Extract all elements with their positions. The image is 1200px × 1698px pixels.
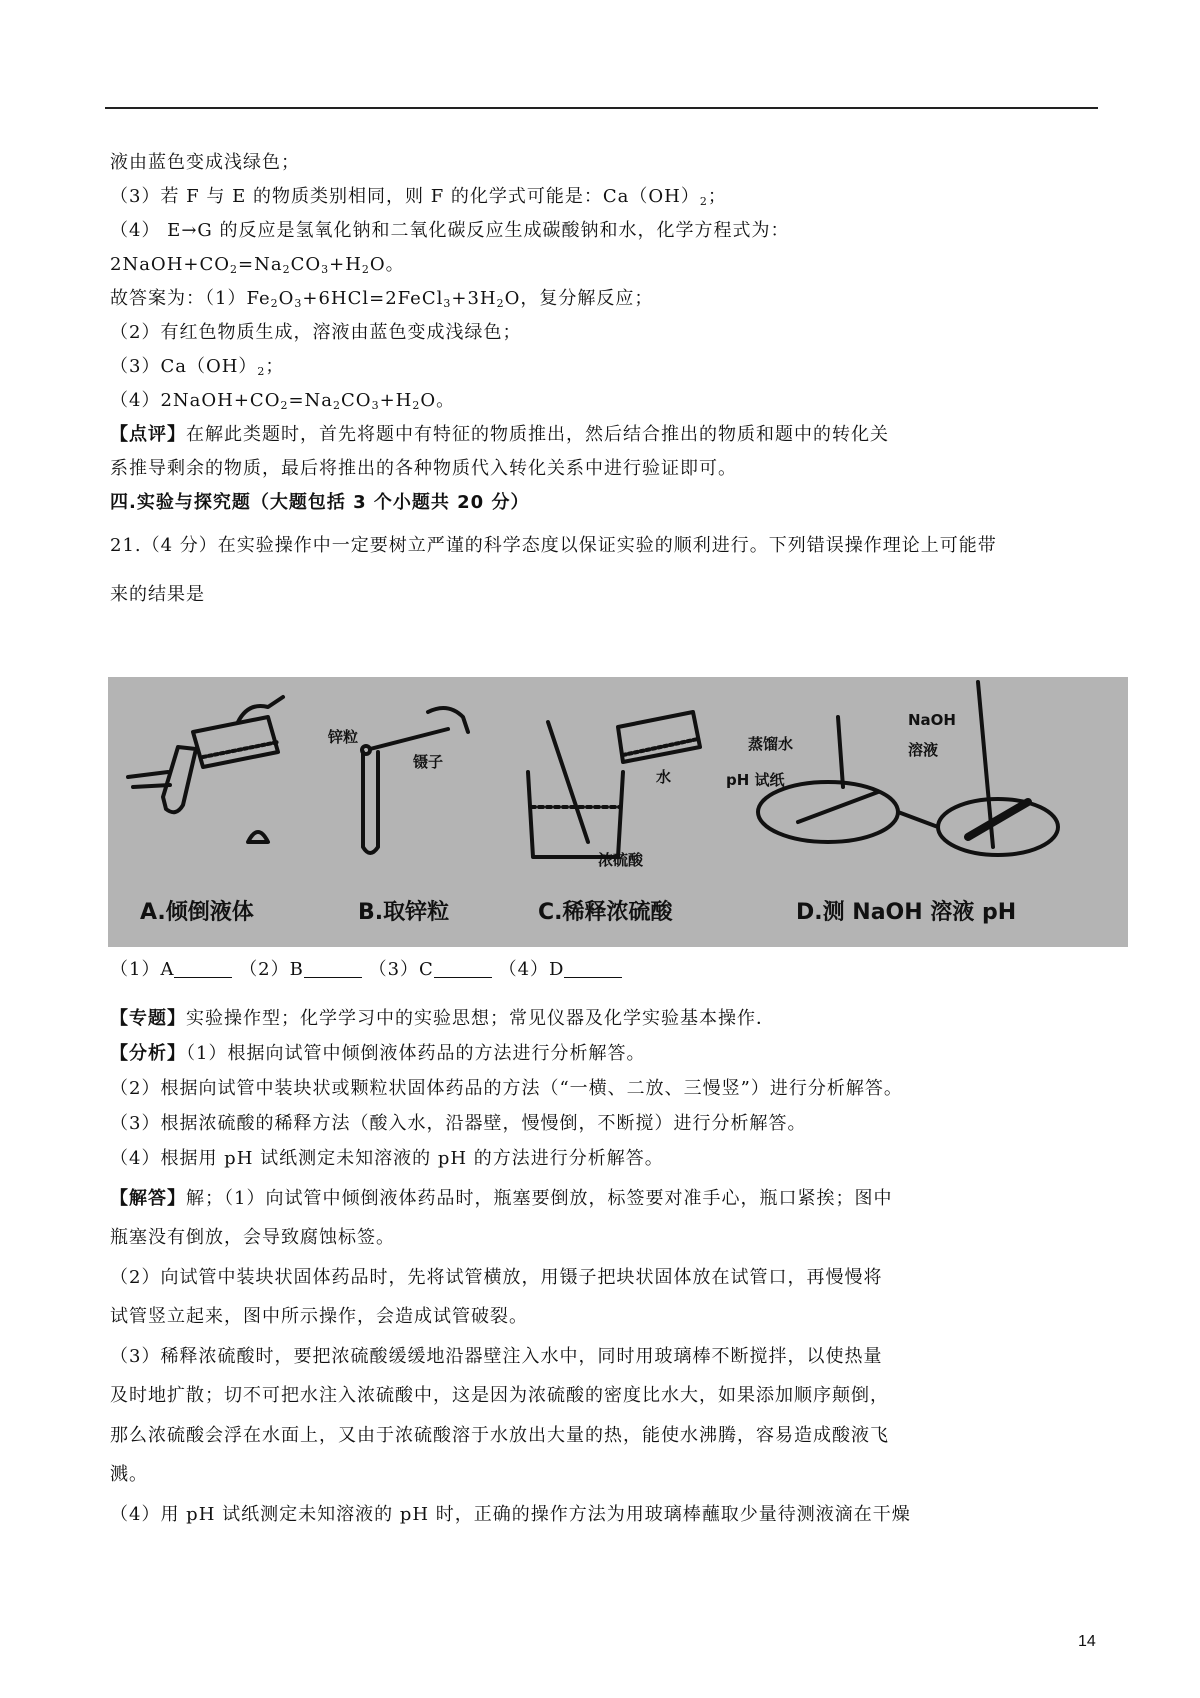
text-line: （4） E→G 的反应是氢氧化钠和二氧化碳反应生成碳酸钠和水，化学方程式为： bbox=[110, 220, 790, 241]
caption-c: C.稀释浓硫酸 bbox=[538, 900, 673, 925]
answer-line: （4）用 pH 试纸测定未知溶液的 pH 时，正确的操作方法为用玻璃棒蘸取少量待测液滴在干燥 bbox=[110, 1504, 911, 1525]
topic-line: 【专题】实验操作型；化学学习中的实验思想；常见仪器及化学实验基本操作． bbox=[110, 1008, 775, 1029]
answer-line: （3）稀释浓硫酸时，要把浓硫酸缓缓地沿器壁注入水中，同时用玻璃棒不断搅拌，以使热量 bbox=[110, 1346, 883, 1367]
tweezers-label: 镊子 bbox=[413, 753, 444, 771]
comment-line: 系推导剩余的物质，最后将推出的各种物质代入转化关系中进行验证即可。 bbox=[110, 458, 737, 479]
distilled-label: 蒸馏水 bbox=[748, 735, 794, 753]
caption-b: B.取锌粒 bbox=[358, 900, 450, 925]
caption-d: D.测 NaOH 溶液 pH bbox=[796, 900, 1017, 925]
section-heading: 四.实验与探究题（大题包括 3 个小题共 20 分） bbox=[110, 492, 530, 513]
solution-label: 溶液 bbox=[908, 741, 939, 759]
blank-a[interactable] bbox=[174, 959, 232, 978]
water-label: 水 bbox=[656, 768, 672, 786]
text-line: （3）若 F 与 E 的物质类别相同，则 F 的化学式可能是：$Ca(OH)_2$； bbox=[110, 186, 727, 208]
answer-line: 那么浓硫酸会浮在水面上，又由于浓硫酸溶于水放出大量的热，能使水沸腾，容易造成酸液飞 bbox=[110, 1425, 889, 1446]
caption-a: A.倾倒液体 bbox=[140, 900, 254, 925]
blank-d[interactable] bbox=[564, 959, 622, 978]
answer-line: $(4)2NaOH+CO_2=Na_2CO_3+H_2O$。 bbox=[110, 390, 456, 412]
answer-blanks: （1）A （2）B （3）C （4）D bbox=[110, 958, 622, 982]
panel-b-drawing bbox=[362, 708, 468, 853]
answer-line: 【解答】解；（1）向试管中倾倒液体药品时，瓶塞要倒放，标签要对准手心，瓶口紧挨；图中 bbox=[110, 1188, 893, 1209]
acid-label: 浓硫酸 bbox=[598, 851, 644, 869]
equation-line: $2NaOH+CO_2=Na_2CO_3+H_2O$。 bbox=[110, 254, 405, 276]
analysis-line: （4）根据用 pH 试纸测定未知溶液的 pH 的方法进行分析解答。 bbox=[110, 1148, 664, 1169]
analysis-line: 【分析】（1）根据向试管中倾倒液体药品的方法进行分析解答。 bbox=[110, 1043, 646, 1064]
text-line: 液由蓝色变成浅绿色； bbox=[110, 152, 300, 173]
experiment-figure bbox=[108, 677, 1128, 947]
ph-paper-label: pH 试纸 bbox=[726, 771, 785, 789]
panel-a-drawing bbox=[128, 697, 283, 842]
answer-line: $(3)Ca(OH)_2$； bbox=[110, 356, 285, 378]
answer-line: 试管竖立起来，图中所示操作，会造成试管破裂。 bbox=[110, 1306, 528, 1327]
question-line: 来的结果是 bbox=[110, 584, 205, 605]
answer-line: 瓶塞没有倒放，会导致腐蚀标签。 bbox=[110, 1227, 395, 1248]
blank-c[interactable] bbox=[434, 959, 492, 978]
answer-line: 溅。 bbox=[110, 1464, 148, 1485]
comment-line: 【点评】在解此类题时，首先将题中有特征的物质推出，然后结合推出的物质和题中的转化关 bbox=[110, 424, 889, 445]
answer-line: 及时地扩散；切不可把水注入浓硫酸中，这是因为浓硫酸的密度比水大，如果添加顺序颠倒， bbox=[110, 1385, 889, 1406]
header-rule bbox=[105, 107, 1098, 109]
answer-line: （2）向试管中装块状固体药品时，先将试管横放，用镊子把块状固体放在试管口，再慢慢将 bbox=[110, 1267, 883, 1288]
zinc-label: 锌粒 bbox=[328, 728, 359, 746]
answer-line: 故答案为：$(1)Fe_2O_3+6HCl=2FeCl_3+3H_2O$，复分解反应； bbox=[110, 288, 654, 310]
naoh-label: NaOH bbox=[908, 711, 956, 729]
question-line: 21.（4 分）在实验操作中一定要树立严谨的科学态度以保证实验的顺利进行。下列错误操作理论上可能带 bbox=[110, 535, 997, 556]
page-number: 14 bbox=[1078, 1633, 1096, 1650]
analysis-line: （3）根据浓硫酸的稀释方法（酸入水，沿器壁，慢慢倒，不断搅）进行分析解答。 bbox=[110, 1113, 807, 1134]
panel-d-drawing bbox=[758, 682, 1058, 855]
blank-b[interactable] bbox=[304, 959, 362, 978]
panel-c-drawing bbox=[528, 712, 700, 857]
answer-line: （2）有红色物质生成，溶液由蓝色变成浅绿色； bbox=[110, 322, 522, 343]
analysis-line: （2）根据向试管中装块状或颗粒状固体药品的方法（“一横、二放、三慢竖”）进行分析解答。 bbox=[110, 1078, 903, 1099]
